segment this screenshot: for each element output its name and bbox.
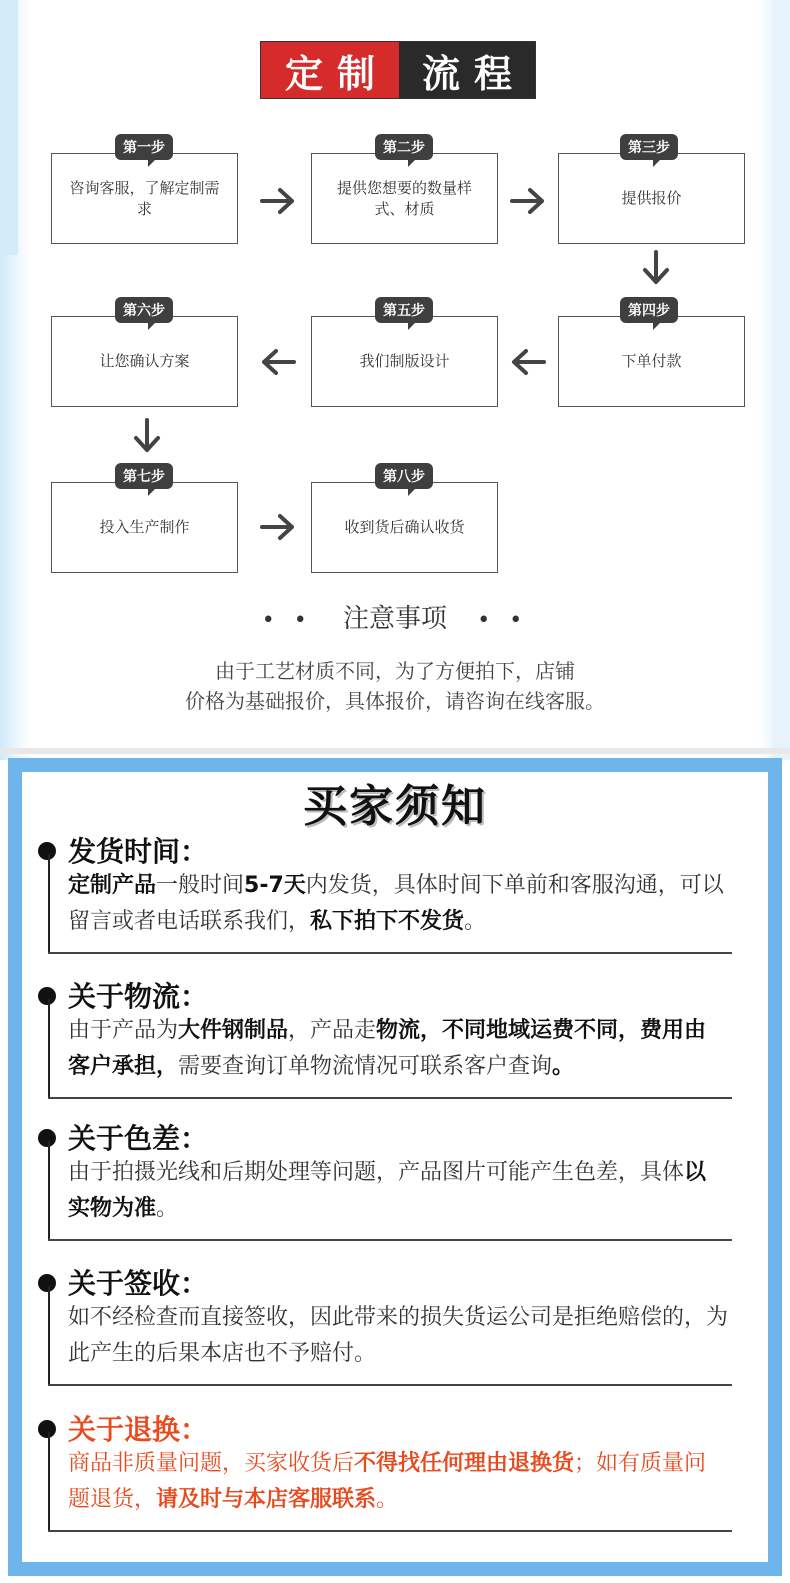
section-body xyxy=(68,1300,728,1372)
arrow-right-icon xyxy=(510,186,546,216)
step-5-text: 我们制版设计 xyxy=(359,352,450,370)
emphasis-text: 大件钢制品 xyxy=(178,1018,289,1043)
body-text: 由于拍摄光线和后期处理等问题，产品图片可能产生色差，具体 xyxy=(68,1160,685,1185)
body-text: 。 xyxy=(156,1196,179,1221)
section-body xyxy=(68,1446,728,1518)
bullet-dot-icon xyxy=(38,842,56,860)
section-underline xyxy=(48,1530,732,1532)
right-edge-glow xyxy=(772,0,790,760)
section-heading: 关于退换： xyxy=(68,1413,209,1446)
section-underline xyxy=(48,1384,732,1386)
section-heading: 发货时间： xyxy=(68,835,209,868)
bullet-dot-icon xyxy=(38,987,56,1005)
emphasis-text: 。 xyxy=(552,1054,575,1079)
step-3-text: 提供报价 xyxy=(621,189,682,207)
emphasis-text: 请及时与本店客服联系 xyxy=(156,1487,377,1512)
section-underline xyxy=(48,952,732,954)
step-6-tag: 第六步 xyxy=(115,297,173,323)
step-8-tag: 第八步 xyxy=(375,463,433,489)
step-2-tag: 第二步 xyxy=(375,134,433,160)
banner-left xyxy=(261,42,399,98)
bullet-dot-icon xyxy=(38,1420,56,1438)
body-text: 内发货，具体时间下单前和客服沟通，可以留言或者电话联系我们， xyxy=(68,873,724,934)
step-4-text: 下单付款 xyxy=(621,352,682,370)
body-text: 商品非质量问题，买家收货后 xyxy=(68,1451,355,1476)
body-text: 一般时间 xyxy=(156,873,245,898)
arrow-down-icon xyxy=(132,418,162,454)
section-vertical-rule xyxy=(48,1432,50,1530)
step-1-box xyxy=(51,153,238,244)
step-1-text: 咨询客服，了解定制需求 xyxy=(69,178,220,218)
buyer-notice-title: 买家须知 xyxy=(303,781,487,832)
emphasis-text: 以实物为准 xyxy=(68,1160,707,1221)
arrow-left-icon xyxy=(260,347,296,377)
emphasis-text: 私下拍下不发货 xyxy=(310,909,465,934)
section-underline xyxy=(48,1097,732,1099)
section-separator xyxy=(0,748,790,754)
arrow-right-icon xyxy=(260,186,296,216)
step-5-tag: 第五步 xyxy=(375,297,433,323)
step-1-tag: 第一步 xyxy=(115,134,173,160)
step-6-text: 让您确认方案 xyxy=(99,352,190,370)
step-3-box xyxy=(558,153,745,244)
left-edge-glow xyxy=(0,0,18,255)
emphasis-text: 5-7天 xyxy=(244,873,306,898)
arrow-left-icon xyxy=(510,347,546,377)
dots-decoration-right: • • xyxy=(477,608,529,633)
banner-right xyxy=(399,42,535,98)
emphasis-text: 不得找任何理由退换货 xyxy=(354,1451,575,1476)
step-2-text: 提供您想要的数量样式、材质 xyxy=(336,178,472,218)
notice-title-text: 注意事项 xyxy=(342,604,447,634)
section-vertical-rule xyxy=(48,1141,50,1239)
notice-line-2: 价格为基础报价，具体报价，请咨询在线客服。 xyxy=(185,689,605,713)
step-8-text: 收到货后确认收货 xyxy=(344,518,465,536)
dots-decoration-left: • • xyxy=(261,608,313,633)
body-text: 需要查询订单物流情况可联系客户查询 xyxy=(178,1054,553,1079)
banner-right-text: 流程 xyxy=(421,51,526,96)
section-vertical-rule xyxy=(48,999,50,1097)
banner-left-text: 定制 xyxy=(284,51,389,96)
section-underline xyxy=(48,1239,732,1241)
emphasis-text: 定制产品 xyxy=(68,873,157,898)
section-body xyxy=(68,1155,728,1227)
step-4-box xyxy=(558,316,745,407)
body-text: ；如有质量问题退货， xyxy=(68,1451,707,1512)
notice-heading xyxy=(0,598,790,635)
step-7-text: 投入生产制作 xyxy=(99,518,190,536)
section-heading: 关于色差： xyxy=(68,1122,209,1155)
section-heading: 关于物流： xyxy=(68,980,209,1013)
step-6-box xyxy=(51,316,238,407)
notice-line-1: 由于工艺材质不同，为了方便拍下，店铺 xyxy=(215,659,575,683)
body-text: ，产品走 xyxy=(288,1018,377,1043)
bullet-dot-icon xyxy=(38,1274,56,1292)
step-8-box xyxy=(311,482,498,573)
section-vertical-rule xyxy=(48,854,50,952)
step-7-tag: 第七步 xyxy=(115,463,173,489)
arrow-right-icon xyxy=(260,512,296,542)
step-4-tag: 第四步 xyxy=(620,297,678,323)
step-5-box xyxy=(311,316,498,407)
process-banner xyxy=(260,41,536,99)
step-2-box xyxy=(311,153,498,244)
step-3-tag: 第三步 xyxy=(620,134,678,160)
body-text: 由于产品为 xyxy=(68,1018,179,1043)
body-text: 。 xyxy=(376,1487,399,1512)
section-heading: 关于签收： xyxy=(68,1267,209,1300)
bullet-dot-icon xyxy=(38,1129,56,1147)
section-body xyxy=(68,1013,728,1085)
arrow-down-icon xyxy=(641,250,671,286)
notice-body xyxy=(0,656,790,716)
section-vertical-rule xyxy=(48,1286,50,1384)
step-7-box xyxy=(51,482,238,573)
body-text: 如不经检查而直接签收，因此带来的损失货运公司是拒绝赔偿的，为此产生的后果本店也不予赔付。 xyxy=(68,1305,729,1366)
body-text: 。 xyxy=(464,909,487,934)
section-body xyxy=(68,868,728,940)
emphasis-text: 物流，不同地域运费不同，费用由客户承担， xyxy=(68,1018,707,1079)
